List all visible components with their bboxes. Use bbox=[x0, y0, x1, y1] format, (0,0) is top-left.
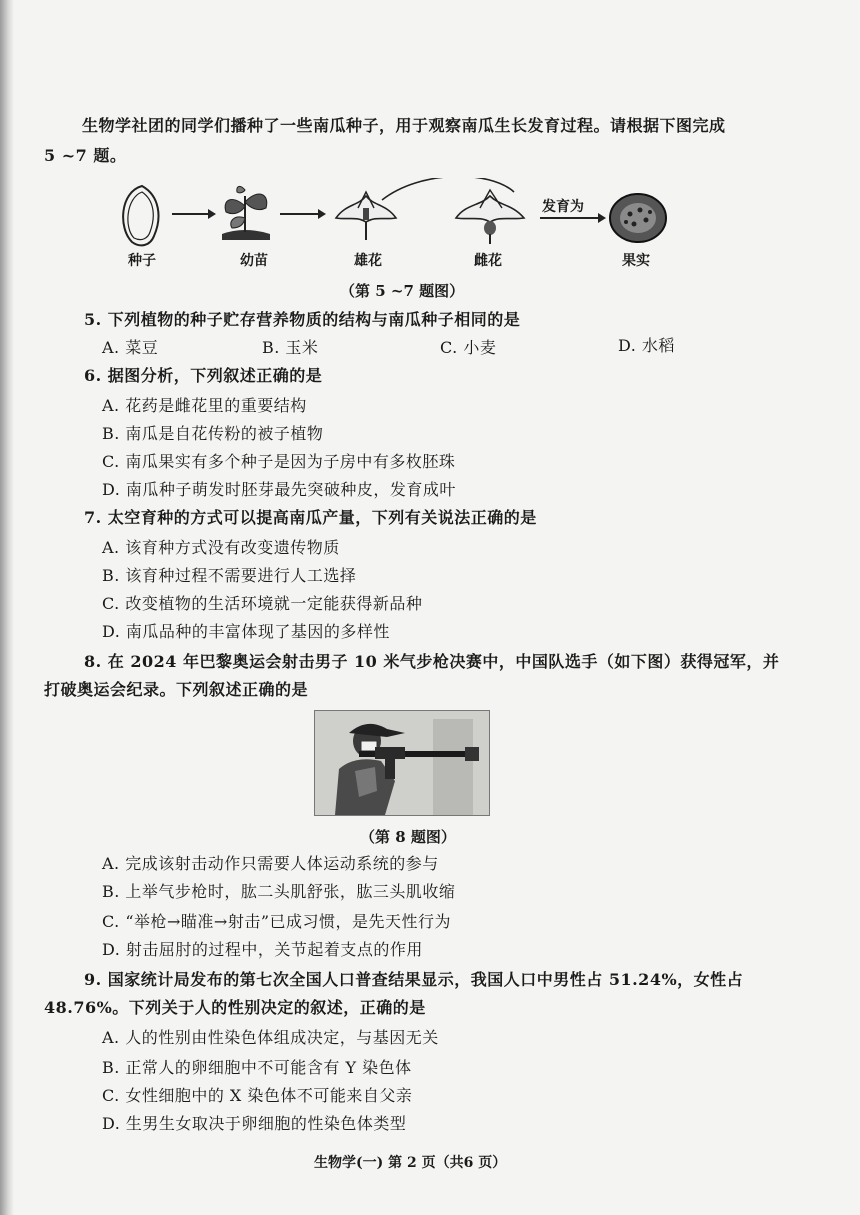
flow-label-fruit: 果实 bbox=[622, 253, 650, 269]
flow-label-seedling: 幼苗 bbox=[240, 253, 268, 269]
pumpkin-growth-diagram bbox=[110, 178, 680, 252]
male-flower-icon bbox=[336, 192, 396, 240]
q9-stem-line-2: 48.76%。下列关于人的性别决定的叙述，正确的是 bbox=[44, 998, 426, 1017]
seed-icon bbox=[123, 186, 158, 245]
q9-option-c: C. 女性细胞中的 X 染色体不可能来自父亲 bbox=[102, 1086, 413, 1105]
q8-stem-line-1: 8. 在 2024 年巴黎奥运会射击男子 10 米气步枪决赛中，中国队选手（如下图）获得冠军，并 bbox=[84, 652, 780, 671]
q6-stem: 6. 据图分析，下列叙述正确的是 bbox=[84, 366, 323, 385]
figure-caption-5-7: （第 5 ~7 题图） bbox=[340, 282, 465, 300]
q9-option-d: D. 生男生女取决于卵细胞的性染色体类型 bbox=[102, 1114, 407, 1133]
q6-option-b: B. 南瓜是自花传粉的被子植物 bbox=[102, 424, 324, 443]
q9-option-a: A. 人的性别由性染色体组成决定，与基因无关 bbox=[102, 1028, 439, 1047]
q5-option-a: A. 菜豆 bbox=[102, 338, 159, 357]
intro-line-1: 生物学社团的同学们播种了一些南瓜种子，用于观察南瓜生长发育过程。请根据下图完成 bbox=[82, 116, 726, 135]
binding-edge bbox=[0, 0, 14, 1215]
seedling-icon bbox=[222, 186, 270, 240]
shooter-photo bbox=[314, 710, 490, 816]
shooter-image-icon bbox=[315, 711, 489, 815]
q6-option-c: C. 南瓜果实有多个种子是因为子房中有多枚胚珠 bbox=[102, 452, 456, 471]
q7-option-d: D. 南瓜品种的丰富体现了基因的多样性 bbox=[102, 622, 390, 641]
intro-line-2: 5 ~7 题。 bbox=[44, 146, 127, 165]
q5-stem: 5. 下列植物的种子贮存营养物质的结构与南瓜种子相同的是 bbox=[84, 310, 521, 329]
q8-stem-line-2: 打破奥运会纪录。下列叙述正确的是 bbox=[44, 680, 309, 699]
page-footer: 生物学(一) 第 2 页（共6 页） bbox=[314, 1155, 507, 1171]
q9-stem-line-1: 9. 国家统计局发布的第七次全国人口普查结果显示，我国人口中男性占 51.24%，女性占 bbox=[84, 970, 744, 989]
flow-label-female-flower: 雌花 bbox=[474, 253, 502, 269]
q7-option-a: A. 该育种方式没有改变遗传物质 bbox=[102, 538, 340, 557]
figure-caption-8: （第 8 题图） bbox=[360, 828, 456, 846]
q7-option-b: B. 该育种过程不需要进行人工选择 bbox=[102, 566, 357, 585]
female-flower-icon bbox=[456, 190, 524, 244]
q5-option-b: B. 玉米 bbox=[262, 338, 319, 357]
q8-option-b: B. 上举气步枪时，肱二头肌舒张，肱三头肌收缩 bbox=[102, 882, 456, 901]
q6-option-a: A. 花药是雌花里的重要结构 bbox=[102, 396, 307, 415]
q8-option-c: C. “举枪→瞄准→射击”已成习惯，是先天性行为 bbox=[102, 912, 452, 931]
arrow-icon bbox=[172, 209, 216, 219]
arrow-icon bbox=[280, 209, 326, 219]
q7-stem: 7. 太空育种的方式可以提高南瓜产量，下列有关说法正确的是 bbox=[84, 508, 537, 527]
arrow-text-develop: 发育为 bbox=[542, 199, 584, 215]
q5-option-d: D. 水稻 bbox=[618, 336, 675, 355]
q9-option-b: B. 正常人的卵细胞中不可能含有 Y 染色体 bbox=[102, 1058, 412, 1077]
q7-option-c: C. 改变植物的生活环境就一定能获得新品种 bbox=[102, 594, 423, 613]
q6-option-d: D. 南瓜种子萌发时胚芽最先突破种皮，发育成叶 bbox=[102, 480, 456, 499]
q8-option-d: D. 射击屈肘的过程中，关节起着支点的作用 bbox=[102, 940, 423, 959]
flow-label-male-flower: 雄花 bbox=[354, 253, 382, 269]
q8-option-a: A. 完成该射击动作只需要人体运动系统的参与 bbox=[102, 854, 439, 873]
pumpkin-fruit-icon bbox=[610, 194, 666, 242]
q5-option-c: C. 小麦 bbox=[440, 338, 497, 357]
flow-label-seed: 种子 bbox=[128, 253, 156, 269]
